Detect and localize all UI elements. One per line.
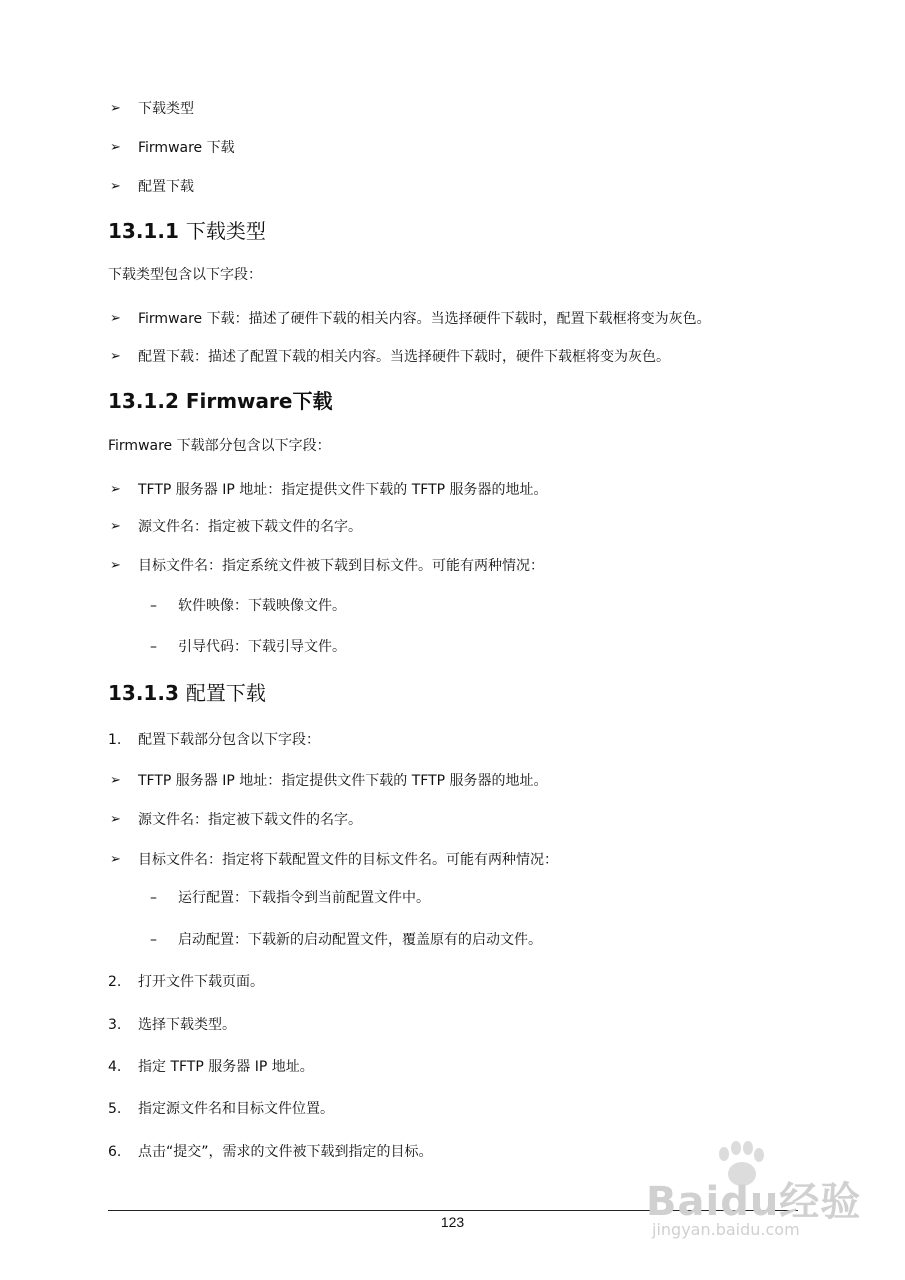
bullet-marker: ➢: [110, 519, 121, 534]
dash-marker: –: [150, 932, 157, 948]
bullet-marker: ➢: [110, 812, 121, 827]
step-number: 6.: [108, 1144, 122, 1160]
step-1-text: 配置下载部分包含以下字段：: [138, 732, 320, 748]
page-number: 123: [440, 1214, 465, 1230]
heading-title: 下载类型: [185, 219, 266, 243]
section-3-bullet-source: 源文件名：指定被下载文件的名字。: [138, 812, 362, 828]
section-1-bullet-config: 配置下载：描述了配置下载的相关内容。当选择硬件下载时，硬件下载框将变为灰色。: [138, 349, 670, 365]
bullet-marker: ➢: [110, 852, 121, 867]
section-2-sub-software-image: 软件映像：下载映像文件。: [178, 598, 346, 614]
bullet-marker: ➢: [110, 482, 121, 497]
bullet-marker: ➢: [110, 349, 121, 364]
section-2-intro: Firmware 下载部分包含以下字段：: [108, 438, 331, 454]
step-number: 5.: [108, 1101, 122, 1117]
watermark-sub-text: jingyan.baidu.com: [652, 1220, 800, 1239]
section-3-bullet-tftp: TFTP 服务器 IP 地址：指定提供文件下载的 TFTP 服务器的地址。: [138, 773, 548, 789]
step-3-text: 选择下载类型。: [138, 1017, 236, 1033]
dash-marker: –: [150, 890, 157, 906]
step-number: 2.: [108, 974, 122, 990]
baidu-watermark: [640, 1140, 870, 1260]
heading-13-1-2: [108, 388, 332, 414]
section-2-bullet-source: 源文件名：指定被下载文件的名字。: [138, 519, 362, 535]
step-number: 4.: [108, 1059, 122, 1075]
top-bullet-firmware: Firmware 下载: [138, 140, 235, 156]
heading-number: 13.1.1: [108, 219, 179, 243]
step-number: 1.: [108, 732, 122, 748]
heading-number: 13.1.2: [108, 389, 179, 413]
heading-13-1-3: [108, 680, 266, 706]
heading-13-1-1: [108, 218, 266, 244]
heading-number: 13.1.3: [108, 681, 179, 705]
bullet-marker: ➢: [110, 101, 121, 116]
bullet-marker: ➢: [110, 179, 121, 194]
section-2-bullet-target: 目标文件名：指定系统文件被下载到目标文件。可能有两种情况：: [138, 558, 544, 574]
watermark-main-text: Baidu经验: [646, 1179, 862, 1225]
dash-marker: –: [150, 639, 157, 655]
step-5-text: 指定源文件名和目标文件位置。: [138, 1101, 334, 1117]
top-bullet-config: 配置下载: [138, 179, 194, 195]
heading-title: 配置下载: [185, 681, 266, 705]
top-bullet-download-type: 下载类型: [138, 101, 194, 117]
section-1-bullet-firmware: Firmware 下载：描述了硬件下载的相关内容。当选择硬件下载时，配置下载框将变为灰色。: [138, 311, 711, 327]
section-2-sub-boot-code: 引导代码：下载引导文件。: [178, 639, 346, 655]
section-3-bullet-target: 目标文件名：指定将下载配置文件的目标文件名。可能有两种情况：: [138, 852, 558, 868]
step-2-text: 打开文件下载页面。: [138, 974, 264, 990]
section-1-intro: 下载类型包含以下字段：: [108, 267, 262, 283]
bullet-marker: ➢: [110, 311, 121, 326]
section-2-bullet-tftp: TFTP 服务器 IP 地址：指定提供文件下载的 TFTP 服务器的地址。: [138, 482, 548, 498]
section-3-sub-running-config: 运行配置：下载指令到当前配置文件中。: [178, 890, 430, 906]
bullet-marker: ➢: [110, 773, 121, 788]
heading-title: Firmware下载: [185, 389, 333, 413]
step-6-text: 点击“提交”，需求的文件被下载到指定的目标。: [138, 1144, 433, 1160]
bullet-marker: ➢: [110, 558, 121, 573]
step-number: 3.: [108, 1017, 122, 1033]
step-4-text: 指定 TFTP 服务器 IP 地址。: [138, 1059, 314, 1075]
section-3-sub-startup-config: 启动配置：下载新的启动配置文件，覆盖原有的启动文件。: [178, 932, 542, 948]
dash-marker: –: [150, 598, 157, 614]
bullet-marker: ➢: [110, 140, 121, 155]
